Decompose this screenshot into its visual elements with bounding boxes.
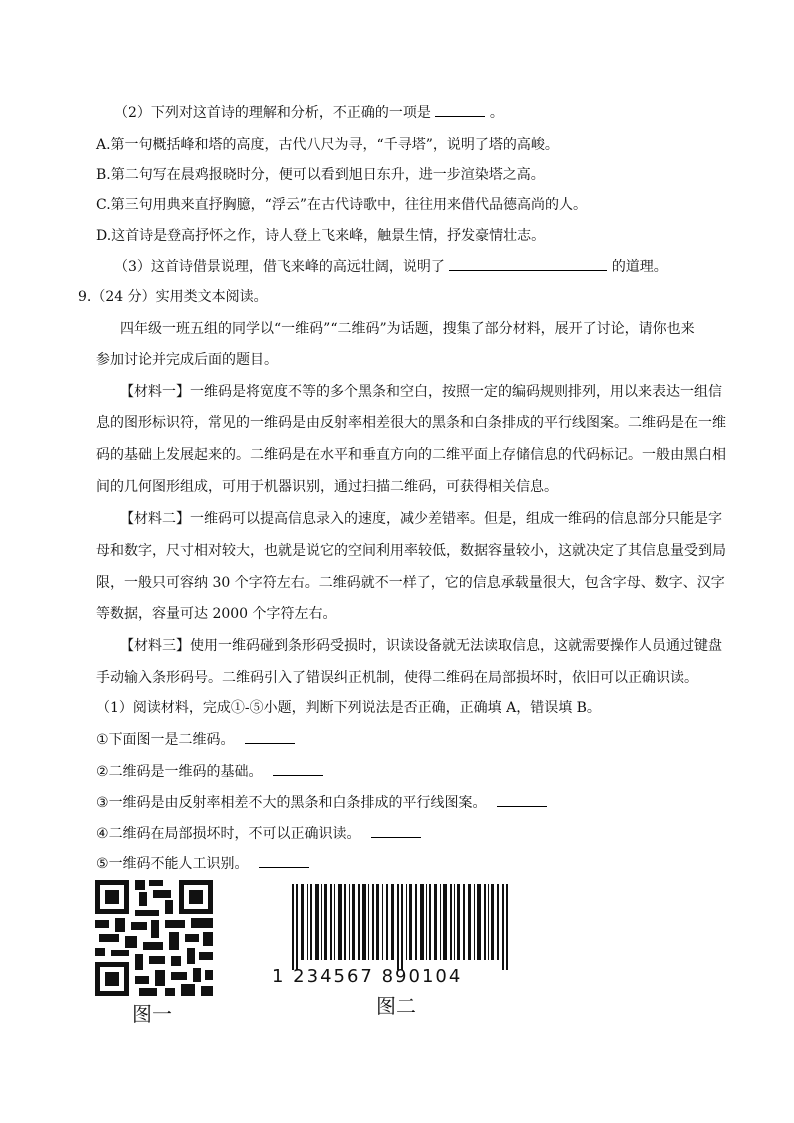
answer-blank[interactable] xyxy=(449,256,607,271)
item-text: 一维码不能人工识别。 xyxy=(108,856,249,872)
q8-sub2-stem xyxy=(114,102,504,124)
barcode-guard-bar xyxy=(397,884,399,970)
answer-blank[interactable] xyxy=(371,823,421,838)
barcode-guard-bar xyxy=(506,884,508,970)
judge-item xyxy=(96,823,421,845)
barcode-guard-bar xyxy=(292,884,294,970)
item-number: ④ xyxy=(96,826,109,842)
q8-option-b: B.第二句写在晨鸡报晓时分，便可以看到旭日东升，进一步渲染塔之高。 xyxy=(96,167,545,183)
answer-blank[interactable] xyxy=(259,853,309,868)
q8-option-d: D.这首诗是登高抒怀之作，诗人登上飞来峰，触景生情，抒发豪情壮志。 xyxy=(96,228,546,244)
q8-sub3-text: （3）这首诗借景说理，借飞来峰的高远壮阔，说明了 xyxy=(114,259,445,275)
q9-intro-line: 参加讨论并完成后面的题目。 xyxy=(96,352,278,368)
material2-line: 限，一般只可容纳 30 个字符左右。二维码就不一样了，它的信息承载量很大，包含字母、数字、汉字 xyxy=(96,575,725,591)
material2-line: 母和数字，尺寸相对较大，也就是说它的空间利用率较低，数据容量较小，这就决定了其信息量受到局 xyxy=(96,543,726,559)
item-text: 一维码是由反射率相差不大的黑条和白条排成的平行线图案。 xyxy=(108,795,487,811)
figure-1-caption: 图一 xyxy=(132,1002,172,1026)
q8-sub3-suffix: 的道理。 xyxy=(611,259,668,275)
material3-line: 手动输入条形码号。二维码引入了错误纠正机制，使得二维码在局部损坏时，依旧可以正确识读。 xyxy=(96,670,698,686)
material1-line: 间的几何图形组成，可用于机器识别，通过扫描二维码，可获得相关信息。 xyxy=(96,479,558,495)
barcode-guard-bar xyxy=(296,884,298,970)
barcode-guard-bar xyxy=(401,884,403,970)
material1-line: 码的基础上发展起来的。二维码是在水平和垂直方向的二维平面上存储信息的代码标记。一般由黑白相 xyxy=(96,447,726,463)
answer-blank[interactable] xyxy=(497,792,547,807)
q9-intro-line: 四年级一班五组的同学以“一维码”“二维码”为话题，搜集了部分材料，展开了讨论，请你也来 xyxy=(120,321,695,337)
judge-item xyxy=(96,761,323,783)
answer-blank[interactable] xyxy=(435,102,485,117)
qr-code-figure xyxy=(95,880,213,996)
item-number: ① xyxy=(96,732,109,748)
barcode-figure xyxy=(286,884,526,970)
answer-blank[interactable] xyxy=(245,729,295,744)
q8-option-a: A.第一句概括峰和塔的高度，古代八尺为寻，“千寻塔”，说明了塔的高峻。 xyxy=(96,137,559,153)
item-text: 二维码是一维码的基础。 xyxy=(108,764,263,780)
material2-line: 等数据，容量可达 2000 个字符左右。 xyxy=(96,606,337,622)
material1-line: 【材料一】一维码是将宽度不等的多个黑条和空白，按照一定的编码规则排列，用以来表达一组信 xyxy=(120,384,722,400)
answer-blank[interactable] xyxy=(273,761,323,776)
barcode-number: 1 234567 890104 xyxy=(272,966,463,987)
q8-sub2-stem-text: （2）下列对这首诗的理解和分析，不正确的一项是 xyxy=(114,105,431,121)
judge-item xyxy=(96,729,295,751)
barcode-guard-bar xyxy=(502,884,504,970)
q8-sub3 xyxy=(114,256,668,278)
material3-line: 【材料三】使用一维码碰到条形码受损时，识读设备就无法读取信息，这就需要操作人员通过键盘 xyxy=(120,638,722,654)
item-text: 二维码在局部损坏时，不可以正确识读。 xyxy=(108,826,361,842)
judge-item xyxy=(96,792,547,814)
q9-header: 9.（24 分）实用类文本阅读。 xyxy=(78,289,268,305)
figure-2-caption: 图二 xyxy=(376,994,416,1018)
item-number: ⑤ xyxy=(96,856,109,872)
q8-sub2-stem-suffix: 。 xyxy=(489,105,504,121)
judge-item xyxy=(96,853,309,875)
item-text: 下面图一是二维码。 xyxy=(108,732,235,748)
material2-line: 【材料二】一维码可以提高信息录入的速度，减少差错率。但是，组成一维码的信息部分只能是字 xyxy=(120,511,722,527)
q8-option-c: C.第三句用典来直抒胸臆，“浮云”在古代诗歌中，往往用来借代品德高尚的人。 xyxy=(96,197,587,213)
item-number: ② xyxy=(96,764,109,780)
q9-sub1-stem: （1）阅读材料，完成①-⑤小题，判断下列说法是否正确，正确填 A，错误填 B。 xyxy=(96,700,601,716)
item-number: ③ xyxy=(96,795,109,811)
material1-line: 息的图形标识符，常见的一维码是由反射率相差很大的黑条和白条排成的平行线图案。二维码是在一维 xyxy=(96,415,726,431)
